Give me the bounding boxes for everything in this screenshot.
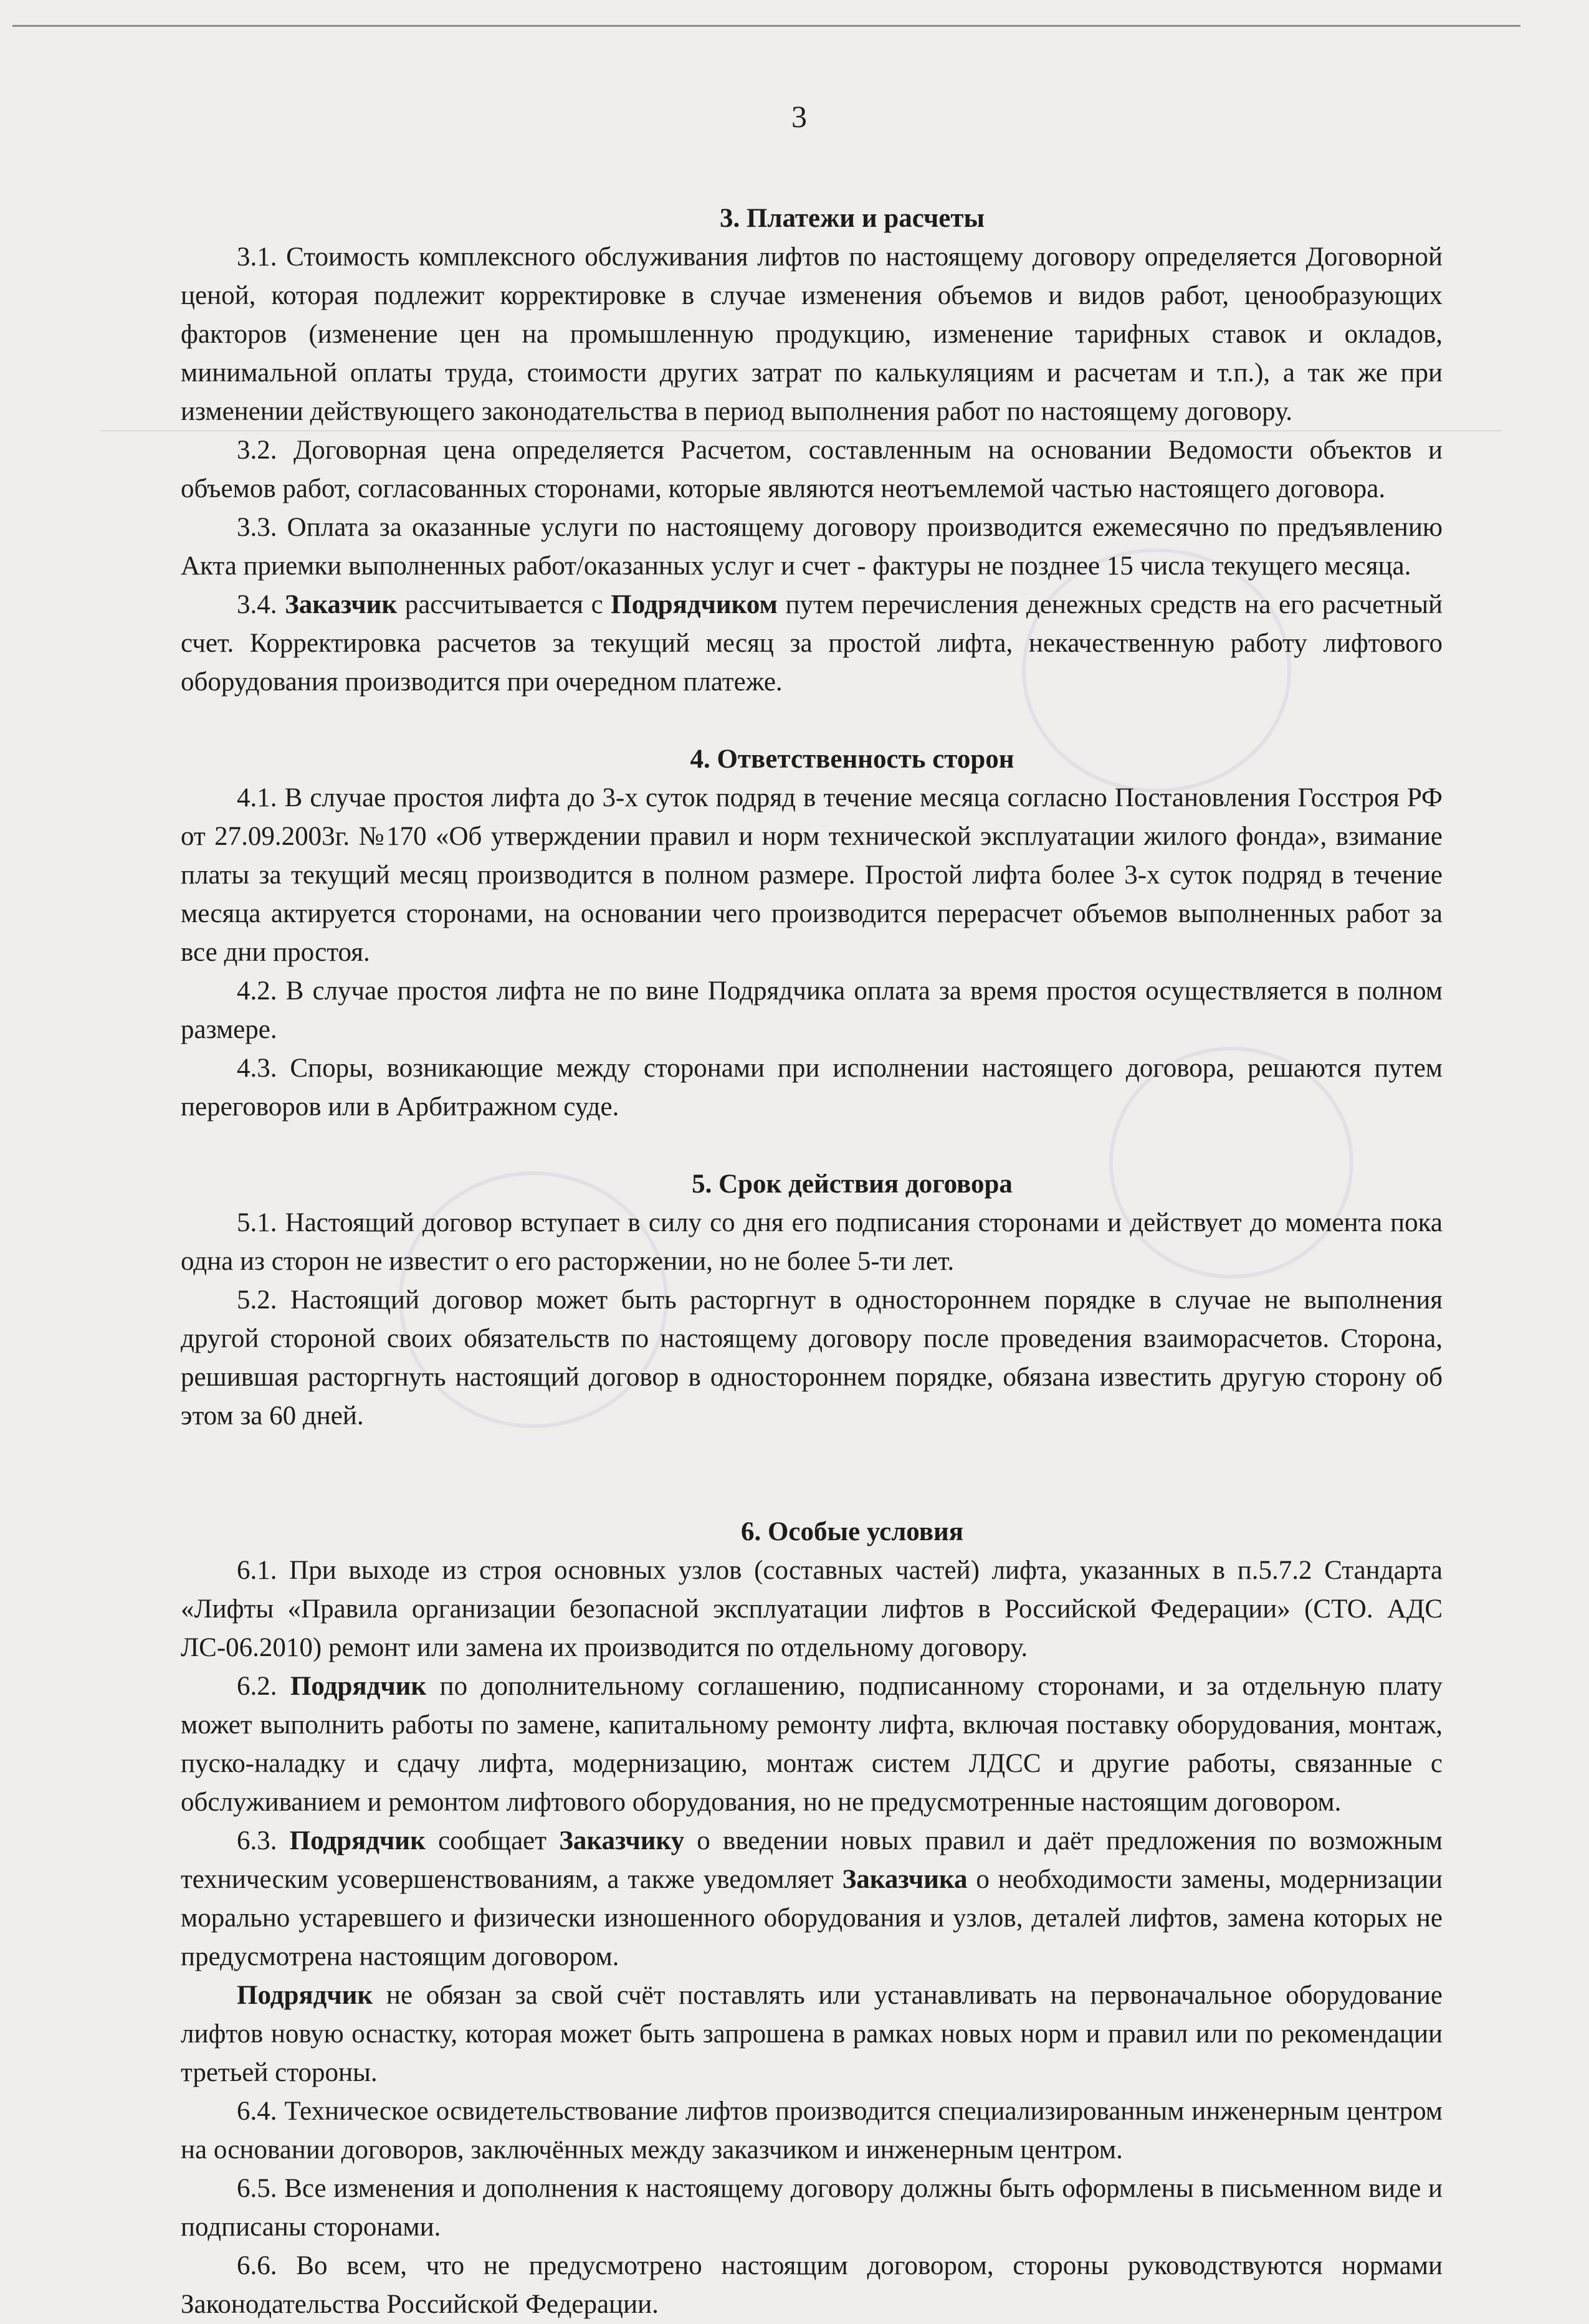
section-title: 5. Срок действия договора	[692, 1169, 1013, 1199]
section-payments	[181, 199, 1443, 702]
section-special-terms	[181, 1513, 1443, 2324]
clause-6-2: 6.2. Подрядчик по дополнительному соглашению, подписанному сторонами, и за отдельную плату может выполнить работы по замене, капитальному ремонту лифта, включая поставку оборудования, монтаж, пуско-наладку и сдачу лифта, модернизацию, монтаж систем ЛДСС и другие работы, связанные с обслуживанием и ремонтом лифтового оборудования, но не предусмотренные настоящим договором.	[181, 1672, 1443, 1817]
clause-4-2: 4.2. В случае простоя лифта не по вине Подрядчика оплата за время простоя осуществляется в полном размере.	[181, 976, 1443, 1044]
clause-6-3-contractor-note: Подрядчик не обязан за свой счёт поставлять или устанавливать на первоначальное оборудование лифтов новую оснастку, которая может быть запрошена в рамках новых норм и правил или по рекомендации третьей стороны.	[181, 1981, 1443, 2087]
clause-6-3: 6.3. Подрядчик сообщает Заказчику о введении новых правил и даёт предложения по возможным техническим усовершенствованиям, а также уведомляет Заказчика о необходимости замены, модернизации морально устаревшего и физически изношенного оборудования и узлов, деталей лифтов, замена которых не предусмотрена настоящим договором.	[181, 1826, 1443, 1971]
clause-6-6: 6.6. Во всем, что не предусмотрено настоящим договором, стороны руководствуются нормами Законодательства Российской Федерации.	[181, 2251, 1443, 2319]
top-scan-rule	[12, 25, 1520, 27]
section-liability	[181, 740, 1443, 1126]
section-title: 6. Особые условия	[740, 1517, 964, 1546]
document-body	[181, 199, 1443, 2324]
section-term	[181, 1165, 1443, 1436]
clause-5-2: 5.2. Настоящий договор может быть расторгнут в одностороннем порядке в случае не выполнения другой стороной своих обязательств по настоящему договору после проведения взаиморасчетов. Сторона, решившая расторгнуть настоящий договор в одностороннем порядке, обязана известить другую сторону об этом за 60 дней.	[181, 1285, 1443, 1431]
clause-3-2: 3.2. Договорная цена определяется Расчетом, составленным на основании Ведомости объектов и объемов работ, согласованных сторонами, которые являются неотъемлемой частью настоящего договора.	[181, 436, 1443, 503]
clause-6-1: 6.1. При выходе из строя основных узлов (составных частей) лифта, указанных в п.5.7.2 Стандарта «Лифты «Правила организации безопасной эксплуатации лифтов в Российской Федерации» (СТО. АДС ЛС-06.2010) ремонт или замена их производится по отдельному договору.	[181, 1556, 1443, 1662]
clause-6-5: 6.5. Все изменения и дополнения к настоящему договору должны быть оформлены в письменном виде и подписаны сторонами.	[181, 2174, 1443, 2242]
clause-3-1: 3.1. Стоимость комплексного обслуживания лифтов по настоящему договору определяется Договорной ценой, которая подлежит корректировке в случае изменения объемов и видов работ, ценообразующих факторов (изменение цен на промышленную продукцию, изменение тарифных ставок и окладов, минимальной оплаты труда, стоимости других затрат по калькуляциям и расчетам и т.п.), а так же при изменении действующего законодательства в период выполнения работ по настоящему договору.	[181, 242, 1443, 426]
section-title: 3. Платежи и расчеты	[719, 204, 985, 233]
clause-4-3: 4.3. Споры, возникающие между сторонами при исполнении настоящего договора, решаются путем переговоров или в Арбитражном суде.	[181, 1054, 1443, 1122]
clause-6-4: 6.4. Техническое освидетельствование лифтов производится специализированным инженерным центром на основании договоров, заключённых между заказчиком и инженерным центром.	[181, 2097, 1443, 2164]
page-number: 3	[791, 99, 807, 134]
clause-3-4: 3.4. Заказчик рассчитывается с Подрядчиком путем перечисления денежных средств на его расчетный счет. Корректировка расчетов за текущий месяц за простой лифта, некачественную работу лифтового оборудования производится при очередном платеже.	[181, 590, 1443, 697]
section-title: 4. Ответственность сторон	[690, 745, 1014, 774]
clause-3-3: 3.3. Оплата за оказанные услуги по настоящему договору производится ежемесячно по предъявлению Акта приемки выполненных работ/оказанных услуг и счет - фактуры не позднее 15 числа текущего месяца.	[181, 513, 1443, 581]
clause-5-1: 5.1. Настоящий договор вступает в силу со дня его подписания сторонами и действует до момента пока одна из сторон не известит о его расторжении, но не более 5-ти лет.	[181, 1208, 1443, 1276]
clause-4-1: 4.1. В случае простоя лифта до 3-х суток подряд в течение месяца согласно Постановления Госстроя РФ от 27.09.2003г. №170 «Об утверждении правил и норм технической эксплуатации жилого фонда», взимание платы за текущий месяц производится в полном размере. Простой лифта более 3-х суток подряд в течение месяца актируется сторонами, на основании чего производится перерасчет объемов выполненных работ за все дни простоя.	[181, 783, 1443, 967]
